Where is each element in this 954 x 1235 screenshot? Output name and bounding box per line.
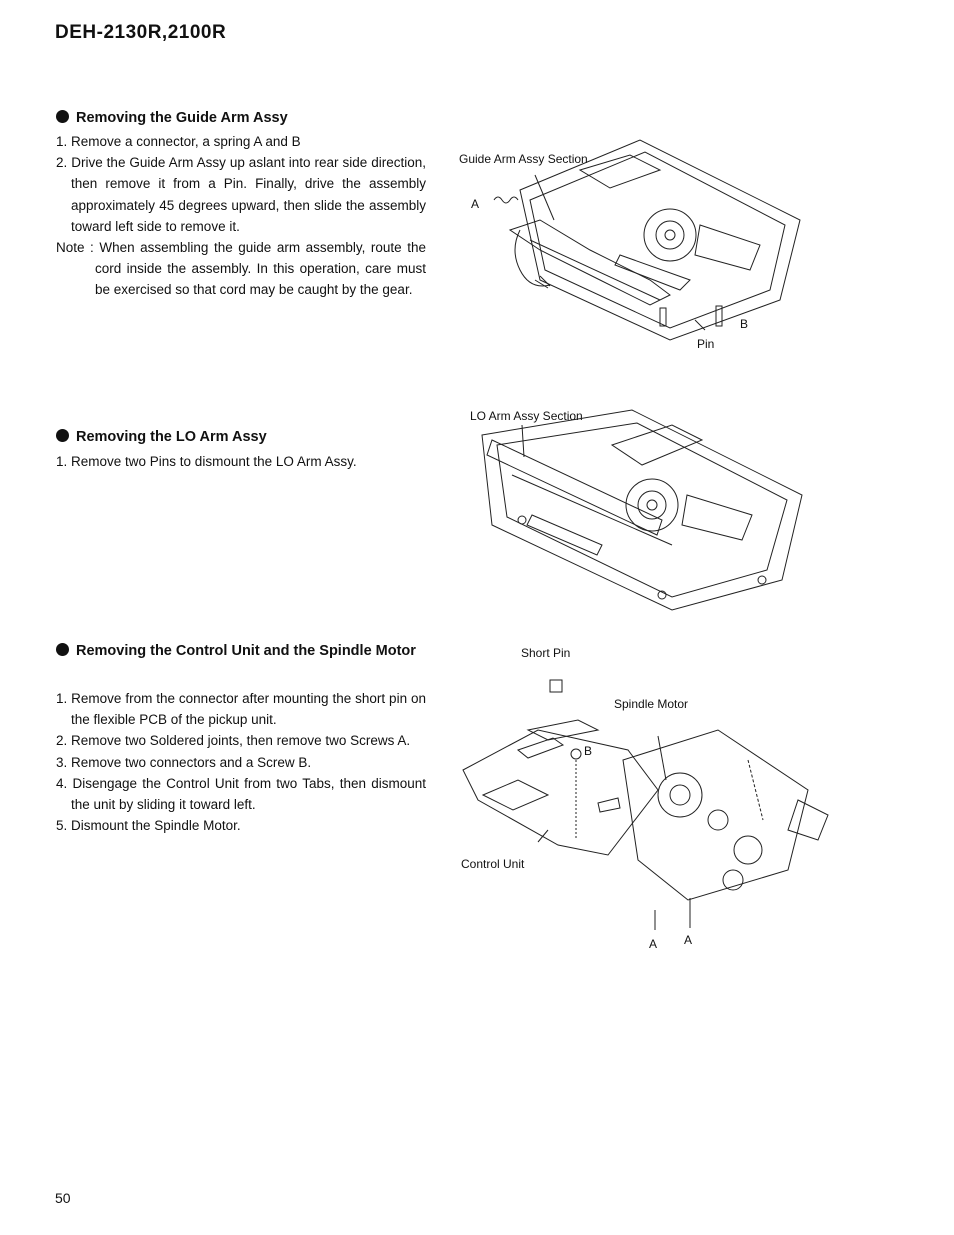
step: 2. Remove two Soldered joints, then remove two Screws A.	[56, 733, 411, 749]
step: 5. Dismount the Spindle Motor.	[56, 818, 241, 834]
fig1-label-b: B	[740, 317, 749, 331]
bullet-icon	[56, 110, 69, 123]
fig2-section-label: LO Arm Assy Section	[470, 409, 583, 423]
section-title-guide-arm: Removing the Guide Arm Assy	[56, 108, 288, 129]
control-unit-diagram	[458, 670, 838, 930]
step: 2. Drive the Guide Arm Assy up aslant into rear side direction, then remove it from a Pin. Finally, drive the assembly approximately 45 degrees upward, then slide the assembly toward left side to remove it.	[56, 155, 426, 234]
section-title-lo-arm: Removing the LO Arm Assy	[56, 427, 267, 448]
step: 1. Remove a connector, a spring A and B	[56, 134, 301, 149]
steps-lo-arm	[56, 451, 426, 472]
steps-guide-arm	[56, 131, 426, 301]
fig1-section-label: Guide Arm Assy Section	[459, 152, 588, 166]
step: 4. Disengage the Control Unit from two Tabs, then dismount the unit by sliding it toward left.	[56, 775, 426, 813]
fig3-label-a2: A	[684, 933, 693, 947]
fig3-label-a1: A	[649, 937, 658, 951]
lo-arm-diagram	[462, 405, 812, 615]
note: Note : When assembling the guide arm assembly, route the cord inside the assembly. In this operation, care must be exercised so that cord may be caught by the gear.	[56, 240, 426, 298]
fig3-spindle-motor-label: Spindle Motor	[614, 697, 689, 711]
step: 1. Remove two Pins to dismount the LO Arm Assy.	[56, 454, 357, 469]
bullet-icon	[56, 643, 69, 656]
fig3-label-b: B	[584, 744, 593, 758]
page-number: 50	[55, 1190, 71, 1206]
fig1-label-pin: Pin	[697, 337, 715, 351]
fig3-short-pin-label: Short Pin	[521, 646, 571, 660]
bullet-icon	[56, 429, 69, 442]
fig1-label-a: A	[471, 197, 480, 211]
step: 3. Remove two connectors and a Screw B.	[56, 754, 312, 770]
guide-arm-diagram	[480, 130, 820, 350]
step: 1. Remove from the connector after mounting the short pin on the flexible PCB of the pickup unit.	[56, 691, 426, 728]
steps-control-unit	[56, 688, 426, 836]
section-title-control-unit: Removing the Control Unit and the Spindle Motor	[56, 641, 447, 662]
model-title: DEH-2130R,2100R	[55, 22, 227, 43]
fig3-control-unit-label: Control Unit	[461, 857, 525, 871]
